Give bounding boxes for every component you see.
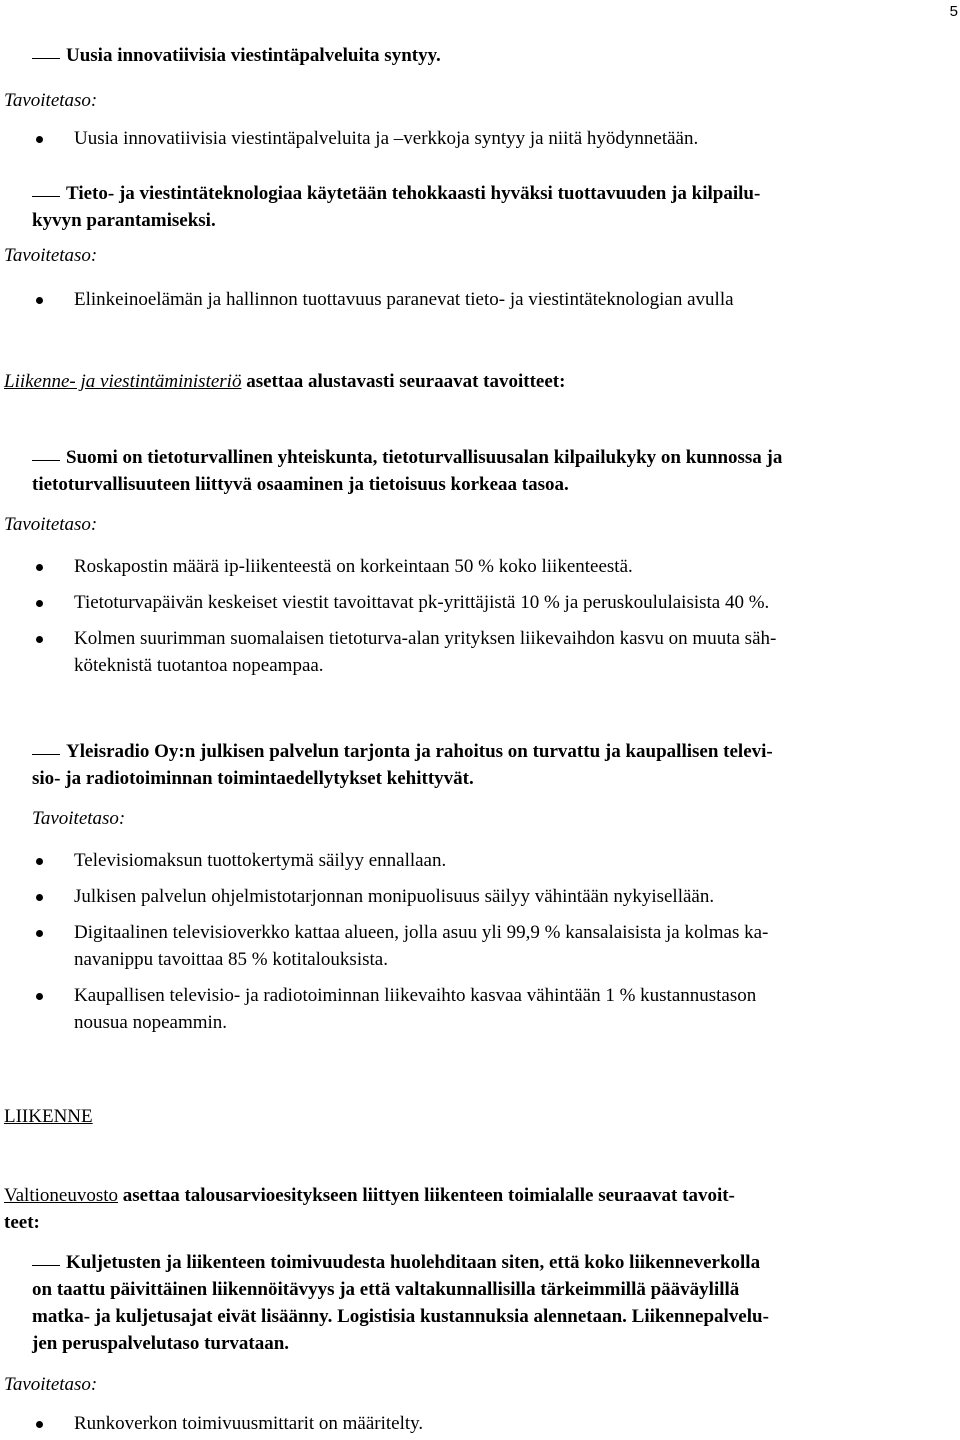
bullet-icon	[36, 858, 43, 865]
list-item	[32, 553, 956, 580]
goal-heading	[32, 738, 956, 792]
em-dash	[32, 1265, 60, 1266]
list-item-text: Kolmen suurimman suomalaisen tietoturva-alan yrityksen liikevaihdon kasvu on muuta säh-	[74, 628, 777, 649]
goal-heading-text: Kuljetusten ja liikenteen toimivuudesta huolehditaan siten, että koko liikenneverkolla	[66, 1252, 761, 1273]
list-item-text: Tietoturvapäivän keskeiset viestit tavoittavat pk-yrittäjistä 10 % ja peruskoululaisista 40 %.	[74, 592, 770, 613]
goal-heading-line: tietoturvallisuuteen liittyvä osaaminen ja tietoisuus korkeaa tasoa.	[32, 474, 569, 495]
bullet-list	[32, 553, 956, 679]
list-item-text: navanippu tavoittaa 85 % kotitalouksista.	[74, 949, 388, 970]
government-name: Valtioneuvosto	[4, 1185, 118, 1206]
target-level-label: Tavoitetaso:	[4, 90, 98, 111]
bullet-icon	[36, 930, 43, 937]
list-item-text: Digitaalinen televisioverkko kattaa alueen, jolla asuu yli 99,9 % kansalaisista ja kolmas ka-	[74, 922, 769, 943]
goal-heading	[32, 444, 958, 498]
list-item-text: Runkoverkon toimivuusmittarit on määritelty.	[74, 1413, 424, 1434]
list-item-text: nousua nopeammin.	[74, 1012, 228, 1033]
em-dash	[32, 460, 60, 461]
list-item	[32, 1410, 956, 1437]
goal-heading-line	[32, 180, 956, 207]
list-item-text: Uusia innovatiivisia viestintäpalveluita ja –verkkoja syntyy ja niitä hyödynnetään.	[74, 128, 699, 149]
list-item	[32, 847, 956, 874]
goal-heading	[32, 1249, 956, 1357]
list-item-text: köteknistä tuotantoa nopeampaa.	[74, 655, 324, 676]
list-item	[32, 589, 956, 616]
list-item-text: Roskapostin määrä ip-liikenteestä on korkeintaan 50 % koko liikenteestä.	[74, 556, 633, 577]
goal-heading-line: sio- ja radiotoiminnan toimintaedellytykset kehittyvät.	[32, 768, 474, 789]
intro-text: asettaa alustavasti seuraavat tavoitteet:	[241, 371, 566, 392]
goal-heading-line	[32, 738, 956, 765]
em-dash	[32, 196, 60, 197]
list-item	[32, 919, 956, 973]
list-item-text: Elinkeinoelämän ja hallinnon tuottavuus paranevat tieto- ja viestintäteknologian avulla	[74, 289, 734, 310]
bullet-icon	[36, 136, 43, 143]
list-item-text: Julkisen palvelun ohjelmistotarjonnan monipuolisuus säilyy vähintään nykyisellään.	[74, 886, 715, 907]
goal-heading	[32, 180, 956, 234]
em-dash	[32, 58, 60, 59]
goal-heading-line	[32, 444, 958, 471]
bullet-icon	[36, 600, 43, 607]
list-item	[32, 982, 956, 1036]
bullet-list	[32, 847, 956, 1036]
goal-heading-text: Yleisradio Oy:n julkisen palvelun tarjonta ja rahoitus on turvattu ja kaupallisen televi-	[66, 741, 773, 762]
page-number: 5	[949, 3, 958, 20]
goal-heading-line: jen peruspalvelutaso turvataan.	[32, 1333, 290, 1354]
ministry-name: Liikenne- ja viestintäministeriö	[4, 371, 242, 392]
list-item	[32, 286, 956, 313]
list-item-text: Televisiomaksun tuottokertymä säilyy ennallaan.	[74, 850, 447, 871]
goal-heading-text: Tieto- ja viestintäteknologiaa käytetään tehokkaasti hyväksi tuottavuuden ja kilpailu-	[66, 183, 761, 204]
goal-heading-line: on taattu päivittäinen liikennöitävyys ja että valtakunnallisilla tärkeimmillä pääväylillä	[32, 1279, 740, 1300]
intro-line: teet:	[4, 1212, 40, 1233]
goal-heading	[32, 42, 441, 69]
target-level-label: Tavoitetaso:	[4, 1374, 98, 1395]
list-item	[32, 625, 956, 679]
bullet-list	[32, 125, 956, 152]
intro-line	[4, 1182, 956, 1209]
bullet-icon	[36, 636, 43, 643]
bullet-list	[32, 286, 956, 313]
goal-heading-line: kyvyn parantamiseksi.	[32, 210, 216, 231]
target-level-label: Tavoitetaso:	[32, 808, 126, 829]
bullet-icon	[36, 564, 43, 571]
bullet-icon	[36, 1421, 43, 1428]
goal-heading-line	[32, 1249, 956, 1276]
target-level-label: Tavoitetaso:	[4, 245, 98, 266]
goal-heading-line: matka- ja kuljetusajat eivät lisäänny. Logistisia kustannuksia alennetaan. Liikennepalvelu-	[32, 1306, 769, 1327]
goal-heading-text: Uusia innovatiivisia viestintäpalveluita syntyy.	[66, 45, 441, 66]
ministry-intro	[4, 368, 565, 395]
list-item-text: Kaupallisen televisio- ja radiotoiminnan liikevaihto kasvaa vähintään 1 % kustannustason	[74, 985, 757, 1006]
bullet-icon	[36, 993, 43, 1000]
list-item	[32, 883, 956, 910]
bullet-icon	[36, 297, 43, 304]
bullet-icon	[36, 894, 43, 901]
bullet-list	[32, 1410, 956, 1437]
target-level-label: Tavoitetaso:	[4, 514, 98, 535]
list-item	[32, 125, 956, 152]
government-intro	[4, 1182, 956, 1236]
goal-heading-text: Suomi on tietoturvallinen yhteiskunta, tietoturvallisuusalan kilpailukyky on kunnossa ja	[66, 447, 783, 468]
em-dash	[32, 754, 60, 755]
section-heading: LIIKENNE	[4, 1106, 93, 1127]
intro-text: asettaa talousarvioesitykseen liittyen liikenteen toimialalle seuraavat tavoit-	[118, 1185, 735, 1206]
